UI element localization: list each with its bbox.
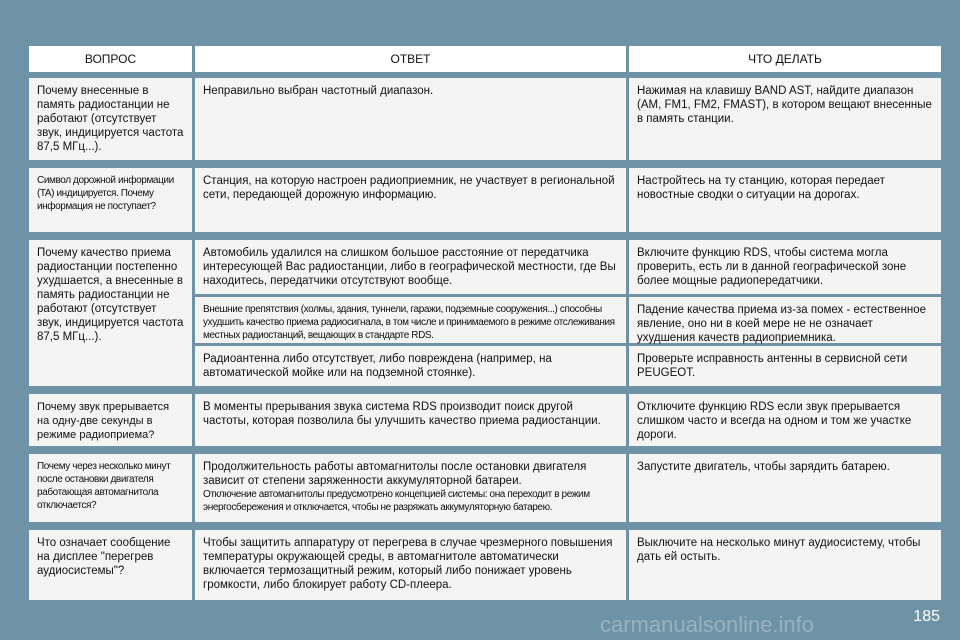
question-cell: Почему качество приема радиостанции постепенно ухудшается, а внесенные в память радиостанции не работают (отсутствует звук, индицируется частота 87,5 МГц...). (29, 240, 195, 386)
sub-rows (195, 240, 941, 386)
faq-table (29, 46, 941, 608)
table-row (29, 240, 941, 386)
table-row (29, 530, 941, 600)
header-action: ЧТО ДЕЛАТЬ (629, 46, 941, 72)
question-cell: Что означает сообщение на дисплее "перегрев аудиосистемы"? (29, 530, 195, 600)
question-cell: Почему через несколько минут после остановки двигателя работающая автомагнитола отключается? (29, 454, 195, 522)
answer-cell: В моменты прерывания звука система RDS производит поиск другой частоты, которая позволила бы улучшить качество приема радиостанции. (195, 394, 629, 446)
table-row (29, 394, 941, 446)
answer-cell: Чтобы защитить аппаратуру от перегрева в случае чрезмерного повышения температуры окружающей среды, в автомагнитоле автоматически включается термозащитный режим, который либо понижает уровень громкости, либо блокирует работу CD-плеера. (195, 530, 629, 600)
watermark: carmanualsonline.info (600, 612, 815, 637)
page-number: 185 (913, 608, 940, 625)
question-cell: Почему звук прерывается на одну-две секунды в режиме радиоприема? (29, 394, 195, 446)
question-cell: Почему внесенные в память радиостанции не работают (отсутствует звук, индицируется частота 87,5 МГц...). (29, 78, 195, 160)
action-cell: Запустите двигатель, чтобы зарядить батарею. (629, 454, 941, 522)
sub-row (195, 346, 941, 386)
action-cell: Нажимая на клавишу BAND AST, найдите диапазон (AM, FM1, FM2, FMAST), в котором вещают внесенные в память станции. (629, 78, 941, 160)
sub-row (195, 240, 941, 294)
answer-cell: Внешние препятствия (холмы, здания, туннели, гаражи, подземные сооружения...) способны ухудшить качество приема радиосигнала, в том числе и принимаемого в режиме отслеживания местных радиостанций, вещающих в стандарте RDS. (195, 297, 629, 343)
answer-cell: Станция, на которую настроен радиоприемник, не участвует в региональной сети, передающей дорожную информацию. (195, 168, 629, 232)
table-header (29, 46, 941, 72)
question-cell: Символ дорожной информации (TA) индицируется. Почему информация не поступает? (29, 168, 195, 232)
action-cell: Проверьте исправность антенны в сервисной сети PEUGEOT. (629, 346, 941, 386)
answer-cell: Автомобиль удалился на слишком большое расстояние от передатчика интересующей Вас радиостанции, либо в географической местности, где Вы находитесь, передатчики отсутствуют вообще. (195, 240, 629, 294)
table-row (29, 454, 941, 522)
action-cell: Отключите функцию RDS если звук прерывается слишком часто и всегда на одном и том же участке дороги. (629, 394, 941, 446)
answer-cell (195, 454, 629, 522)
action-cell: Выключите на несколько минут аудиосистему, чтобы дать ей остыть. (629, 530, 941, 600)
sub-row (195, 297, 941, 343)
table-row (29, 78, 941, 160)
answer-text: Продолжительность работы автомагнитолы после остановки двигателя зависит от степени заряженности аккумуляторной батареи. (203, 461, 587, 487)
header-answer: ОТВЕТ (195, 46, 629, 72)
action-cell: Падение качества приема из-за помех - естественное явление, оно ни в коей мере не не означает ухудшения качеств радиоприемника. (629, 297, 941, 343)
action-cell: Включите функцию RDS, чтобы система могла проверить, есть ли в данной географической зоне более мощные радиопередатчики. (629, 240, 941, 294)
header-question: ВОПРОС (29, 46, 195, 72)
table-row (29, 168, 941, 232)
answer-note: Отключение автомагнитолы предусмотрено концепцией системы: она переходит в режим энергосбережения и отключается, чтобы не разряжать аккумуляторную батарею. (203, 489, 590, 513)
answer-cell: Радиоантенна либо отсутствует, либо повреждена (например, на автоматической мойке или на подземной стоянке). (195, 346, 629, 386)
answer-cell: Неправильно выбран частотный диапазон. (195, 78, 629, 160)
action-cell: Настройтесь на ту станцию, которая передает новостные сводки о ситуации на дорогах. (629, 168, 941, 232)
